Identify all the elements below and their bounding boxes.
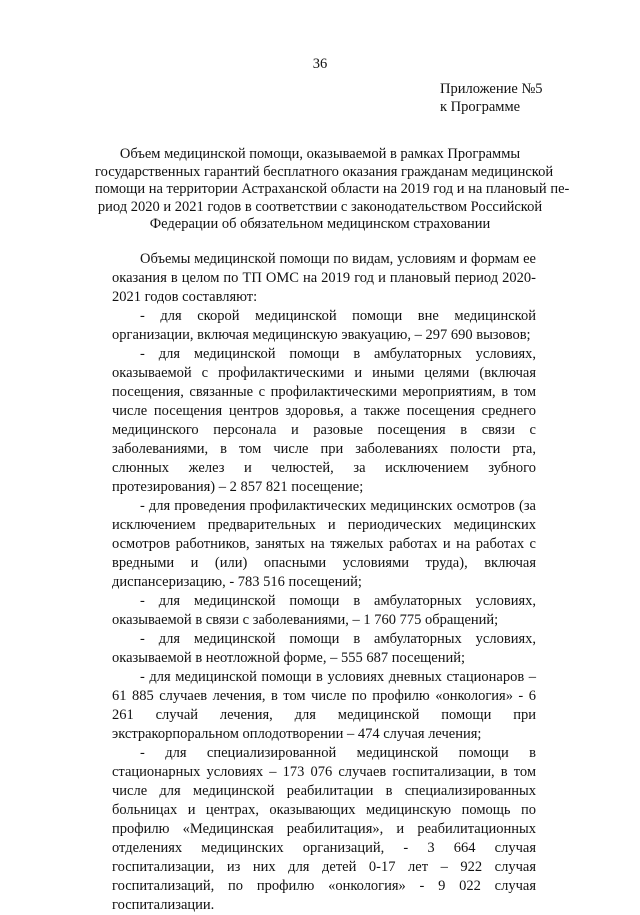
list-item-outpatient-preventive: - для медицинской помощи в амбулаторных условиях, оказываемой с профилактическими и иными целями (включая посещения, связанные с профилактическими мероприятиям, в том числе посещения центров здоровья, а также посещения среднего медицинского персонала и разовые посещения в связи с заболеваниями, в том числе при заболеваниях полости рта, слюнных желез и челюстей, за исключением зубного протезирования) – 2 857 821 посещение;: [112, 346, 536, 495]
appendix-label: [440, 80, 543, 116]
list-item-outpatient-urgent: - для медицинской помощи в амбулаторных условиях, оказываемой в неотложной форме, – 555 687 посещений;: [112, 631, 536, 666]
list-item-outpatient-disease: - для медицинской помощи в амбулаторных условиях, оказываемой в связи с заболеваниями, – 1 760 775 обращений;: [112, 593, 536, 628]
title-line: Федерации об обязательном медицинском страховании: [149, 216, 491, 232]
list-item-day-hospital: - для медицинской помощи в условиях дневных стационаров – 61 885 случаев лечения, в том числе по профилю «онкология» - 6 261 случай лечения, для медицинской помощи при экстракорпоральном оплодотворении – 474 случая лечения;: [112, 669, 536, 742]
appendix-line-1: Приложение №5: [440, 81, 543, 97]
title-line: риод 2020 и 2021 годов в соответствии с законодательством Российской: [97, 198, 543, 215]
intro-paragraph: Объемы медицинской помощи по видам, условиям и формам ее оказания в целом по ТП ОМС на 2019 год и плановый период 2020-2021 годов составляют:: [112, 251, 536, 305]
title-line: помощи на территории Астраханской области на 2019 год и на плановый пе-: [95, 181, 570, 197]
title-line: Объем медицинской помощи, оказываемой в рамках Программы: [119, 146, 521, 162]
page-number: 36: [312, 56, 328, 72]
list-item-inpatient: - для специализированной медицинской помощи в стационарных условиях – 173 076 случаев госпитализации, в том числе для медицинской реабилитации в специализированных больницах и центрах, оказывающих медицинскую помощь по профилю «Медицинская реабилитация», и реабилитационных отделениях медицинских организаций, - 3 664 случая госпитализации, из них для детей 0-17 лет – 922 случая госпитализаций, по профилю «онкология» - 9 022 случая госпитализации.: [112, 745, 536, 913]
list-item-ambulance: - для скорой медицинской помощи вне медицинской организации, включая медицинскую эвакуацию, – 297 690 вызовов;: [112, 308, 536, 343]
appendix-line-2: к Программе: [440, 99, 521, 115]
document-body: [112, 250, 536, 915]
list-item-medical-checkups: - для проведения профилактических медицинских осмотров (за исключением предварительных и периодических медицинских осмотров работников, занятых на тяжелых работах и на работах с вредными и (или) опасными условиями труда), включая диспансеризацию, - 783 516 посещений;: [112, 498, 536, 590]
title-line: государственных гарантий бесплатного оказания гражданам медицинской: [95, 163, 554, 180]
document-title: [95, 146, 570, 234]
